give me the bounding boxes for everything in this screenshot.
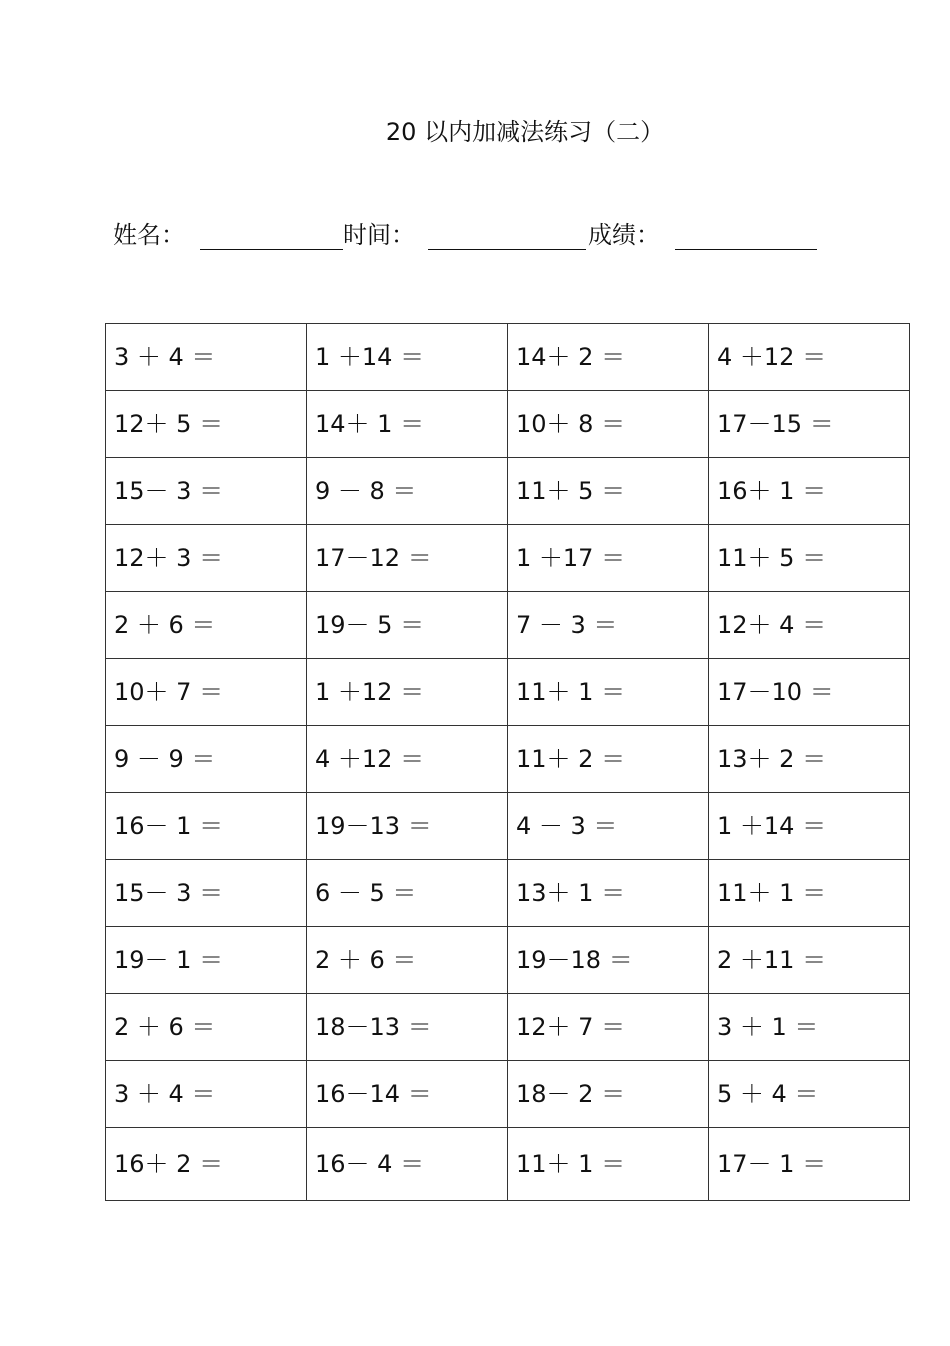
- exercise-cell[interactable]: 11＋ 5 ＝: [709, 525, 910, 592]
- exercise-row: [106, 994, 910, 1061]
- name-label: 姓名：: [113, 221, 185, 249]
- exercise-cell[interactable]: 4 － 3 ＝: [508, 793, 709, 860]
- exercise-cell[interactable]: 5 ＋ 4 ＝: [709, 1061, 910, 1128]
- exercise-cell[interactable]: 2 ＋ 6 ＝: [106, 994, 307, 1061]
- exercise-cell[interactable]: 16－ 4 ＝: [307, 1128, 508, 1201]
- exercise-cell[interactable]: 12＋ 4 ＝: [709, 592, 910, 659]
- exercise-cell[interactable]: 18－ 2 ＝: [508, 1061, 709, 1128]
- time-blank-line[interactable]: [428, 249, 586, 250]
- exercise-cell[interactable]: 19－18 ＝: [508, 927, 709, 994]
- exercise-cell[interactable]: 4 ＋12 ＝: [307, 726, 508, 793]
- exercise-cell[interactable]: 11＋ 1 ＝: [508, 1128, 709, 1201]
- exercise-row: [106, 391, 910, 458]
- exercise-cell[interactable]: 19－ 5 ＝: [307, 592, 508, 659]
- exercise-cell[interactable]: 15－ 3 ＝: [106, 458, 307, 525]
- exercise-row: [106, 659, 910, 726]
- exercise-cell[interactable]: 16－14 ＝: [307, 1061, 508, 1128]
- exercise-row: [106, 592, 910, 659]
- exercise-cell[interactable]: 10＋ 8 ＝: [508, 391, 709, 458]
- exercise-cell[interactable]: 2 ＋ 6 ＝: [106, 592, 307, 659]
- exercise-cell[interactable]: 12＋ 5 ＝: [106, 391, 307, 458]
- exercise-cell[interactable]: 1 ＋14 ＝: [709, 793, 910, 860]
- exercise-cell[interactable]: 11＋ 1 ＝: [709, 860, 910, 927]
- exercise-cell[interactable]: 9 － 9 ＝: [106, 726, 307, 793]
- exercise-row: [106, 793, 910, 860]
- exercise-cell[interactable]: 14＋ 2 ＝: [508, 324, 709, 391]
- exercise-cell[interactable]: 3 ＋ 4 ＝: [106, 1061, 307, 1128]
- exercise-cell[interactable]: 11＋ 5 ＝: [508, 458, 709, 525]
- exercise-row: [106, 1128, 910, 1201]
- exercise-cell[interactable]: 3 ＋ 4 ＝: [106, 324, 307, 391]
- exercise-cell[interactable]: 2 ＋ 6 ＝: [307, 927, 508, 994]
- exercise-cell[interactable]: 10＋ 7 ＝: [106, 659, 307, 726]
- exercise-table: [105, 323, 910, 1201]
- exercise-cell[interactable]: 11＋ 1 ＝: [508, 659, 709, 726]
- exercise-cell[interactable]: 12＋ 3 ＝: [106, 525, 307, 592]
- exercise-cell[interactable]: 17－10 ＝: [709, 659, 910, 726]
- page-title: 20 以内加减法练习（二）: [385, 118, 665, 146]
- exercise-cell[interactable]: 19－13 ＝: [307, 793, 508, 860]
- exercise-row: [106, 860, 910, 927]
- exercise-row: [106, 324, 910, 391]
- exercise-cell[interactable]: 13＋ 2 ＝: [709, 726, 910, 793]
- exercise-cell[interactable]: 17－ 1 ＝: [709, 1128, 910, 1201]
- exercise-cell[interactable]: 6 － 5 ＝: [307, 860, 508, 927]
- exercise-cell[interactable]: 4 ＋12 ＝: [709, 324, 910, 391]
- time-label: 时间：: [343, 221, 415, 249]
- exercise-cell[interactable]: 3 ＋ 1 ＝: [709, 994, 910, 1061]
- exercise-row: [106, 1061, 910, 1128]
- exercise-cell[interactable]: 11＋ 2 ＝: [508, 726, 709, 793]
- exercise-cell[interactable]: 19－ 1 ＝: [106, 927, 307, 994]
- exercise-cell[interactable]: 16＋ 2 ＝: [106, 1128, 307, 1201]
- exercise-cell[interactable]: 12＋ 7 ＝: [508, 994, 709, 1061]
- exercise-row: [106, 525, 910, 592]
- exercise-cell[interactable]: 13＋ 1 ＝: [508, 860, 709, 927]
- score-label: 成绩：: [588, 221, 660, 249]
- exercise-row: [106, 458, 910, 525]
- exercise-cell[interactable]: 16＋ 1 ＝: [709, 458, 910, 525]
- name-blank-line[interactable]: [200, 249, 343, 250]
- exercise-cell[interactable]: 15－ 3 ＝: [106, 860, 307, 927]
- exercise-cell[interactable]: 1 ＋17 ＝: [508, 525, 709, 592]
- exercise-cell[interactable]: 17－12 ＝: [307, 525, 508, 592]
- exercise-cell[interactable]: 16－ 1 ＝: [106, 793, 307, 860]
- exercise-row: [106, 726, 910, 793]
- exercise-row: [106, 927, 910, 994]
- exercise-cell[interactable]: 18－13 ＝: [307, 994, 508, 1061]
- exercise-cell[interactable]: 7 － 3 ＝: [508, 592, 709, 659]
- exercise-cell[interactable]: 1 ＋12 ＝: [307, 659, 508, 726]
- exercise-cell[interactable]: 1 ＋14 ＝: [307, 324, 508, 391]
- exercise-cell[interactable]: 17－15 ＝: [709, 391, 910, 458]
- exercise-cell[interactable]: 2 ＋11 ＝: [709, 927, 910, 994]
- exercise-cell[interactable]: 9 － 8 ＝: [307, 458, 508, 525]
- score-blank-line[interactable]: [675, 249, 817, 250]
- exercise-cell[interactable]: 14＋ 1 ＝: [307, 391, 508, 458]
- exercise-table-body: [106, 324, 910, 1201]
